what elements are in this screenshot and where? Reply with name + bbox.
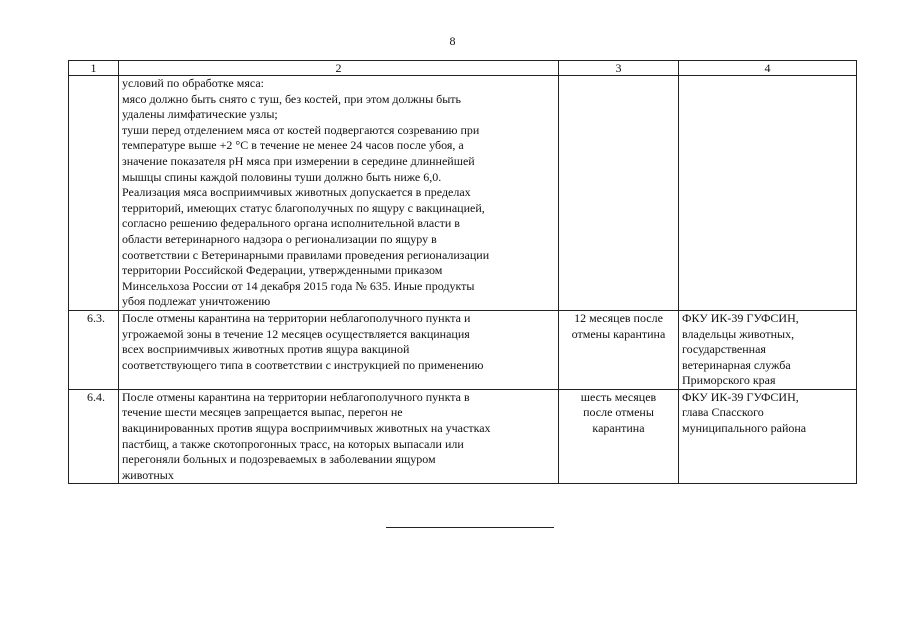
measure-text-line: территорий, имеющих статус благополучных по ящуру с вакцинацией, bbox=[122, 200, 485, 215]
measure-text-line: соответствующего типа в соответствии с инструкцией по применению bbox=[122, 357, 484, 372]
responsible-cell-line: ФКУ ИК-39 ГУФСИН, bbox=[682, 389, 799, 404]
term-cell-line: шесть месяцев bbox=[580, 389, 657, 404]
measure-text bbox=[119, 76, 559, 311]
responsible-cell bbox=[679, 76, 857, 311]
header-col-2: 2 bbox=[119, 61, 559, 76]
measures-table bbox=[68, 60, 857, 484]
responsible-cell-line: владельцы животных, bbox=[682, 326, 795, 341]
measure-text-line: мышцы спины каждой половины туши должно быть ниже 6,0. bbox=[122, 169, 442, 184]
header-row bbox=[69, 61, 857, 76]
header-col-4: 4 bbox=[679, 61, 857, 76]
measure-text-line: убоя подлежат уничтожению bbox=[122, 294, 271, 309]
measure-text-line: удалены лимфатические узлы; bbox=[122, 107, 278, 122]
measure-text-line: перегоняли больных и подозреваемых в заболевании ящуром bbox=[122, 452, 436, 467]
table-row bbox=[69, 76, 857, 311]
term-cell bbox=[559, 310, 679, 389]
measure-text-line: Минсельхоза России от 14 декабря 2015 года № 635. Иные продукты bbox=[122, 278, 475, 293]
responsible-cell bbox=[679, 389, 857, 484]
measure-text-line: температуре выше +2 °С в течение не менее 24 часов после убоя, а bbox=[122, 138, 464, 153]
measure-text bbox=[119, 389, 559, 484]
table-row bbox=[69, 310, 857, 389]
responsible-cell-line: Приморского края bbox=[682, 373, 776, 388]
page-number: 8 bbox=[449, 34, 456, 48]
responsible-cell-line: государственная bbox=[682, 342, 766, 357]
measure-text-line: всех восприимчивых животных против ящура вакциной bbox=[122, 342, 410, 357]
row-number bbox=[69, 76, 119, 311]
responsible-cell-line: муниципального района bbox=[682, 421, 807, 436]
header-col-3: 3 bbox=[559, 61, 679, 76]
measure-text bbox=[119, 310, 559, 389]
responsible-cell bbox=[679, 310, 857, 389]
end-rule bbox=[386, 527, 554, 528]
term-cell-line: карантина bbox=[592, 421, 645, 436]
measure-text-line: угрожаемой зоны в течение 12 месяцев осуществляется вакцинация bbox=[122, 326, 470, 341]
term-cell-line: после отмены bbox=[583, 405, 654, 420]
measure-text-line: территории Российской Федерации, утвержденными приказом bbox=[122, 263, 443, 278]
term-cell bbox=[559, 389, 679, 484]
term-cell-line: отмены карантина bbox=[571, 326, 666, 341]
measure-text-line: пастбищ, а также скотопрогонных трасс, на которых выпасали или bbox=[122, 436, 464, 451]
row-number: 6.3. bbox=[69, 310, 119, 389]
table-row bbox=[69, 389, 857, 484]
term-cell-line: 12 месяцев после bbox=[574, 310, 663, 325]
responsible-cell-line: ФКУ ИК-39 ГУФСИН, bbox=[682, 310, 799, 325]
measure-text-line: После отмены карантина на территории неблагополучного пункта в bbox=[122, 389, 470, 404]
measure-text-line: согласно решению федерального органа исполнительной власти в bbox=[122, 216, 460, 231]
measure-text-line: течение шести месяцев запрещается выпас, перегон не bbox=[122, 405, 403, 420]
measure-text-line: вакцинированных против ящура восприимчивых животных на участках bbox=[122, 421, 491, 436]
measure-text-line: области ветеринарного надзора о регионализации по ящуру в bbox=[122, 231, 437, 246]
measure-text-line: После отмены карантина на территории неблагополучного пункта и bbox=[122, 310, 471, 325]
header-col-1: 1 bbox=[69, 61, 119, 76]
measure-text-line: мясо должно быть снято с туш, без костей, при этом должны быть bbox=[122, 91, 462, 106]
measure-text-line: Реализация мяса восприимчивых животных допускается в пределах bbox=[122, 185, 471, 200]
measure-text-line: условий по обработке мяса: bbox=[122, 76, 264, 90]
measure-text-line: соответствии с Ветеринарными правилами проведения регионализации bbox=[122, 247, 490, 262]
measure-text-line: животных bbox=[122, 467, 174, 482]
measure-text-line: значение показателя pH мяса при измерении в середине длиннейшей bbox=[122, 153, 475, 168]
measure-text-line: туши перед отделением мяса от костей подвергаются созреванию при bbox=[122, 122, 480, 137]
responsible-cell-line: ветеринарная служба bbox=[682, 357, 791, 372]
responsible-cell-line: глава Спасского bbox=[682, 405, 764, 420]
row-number: 6.4. bbox=[69, 389, 119, 484]
term-cell bbox=[559, 76, 679, 311]
